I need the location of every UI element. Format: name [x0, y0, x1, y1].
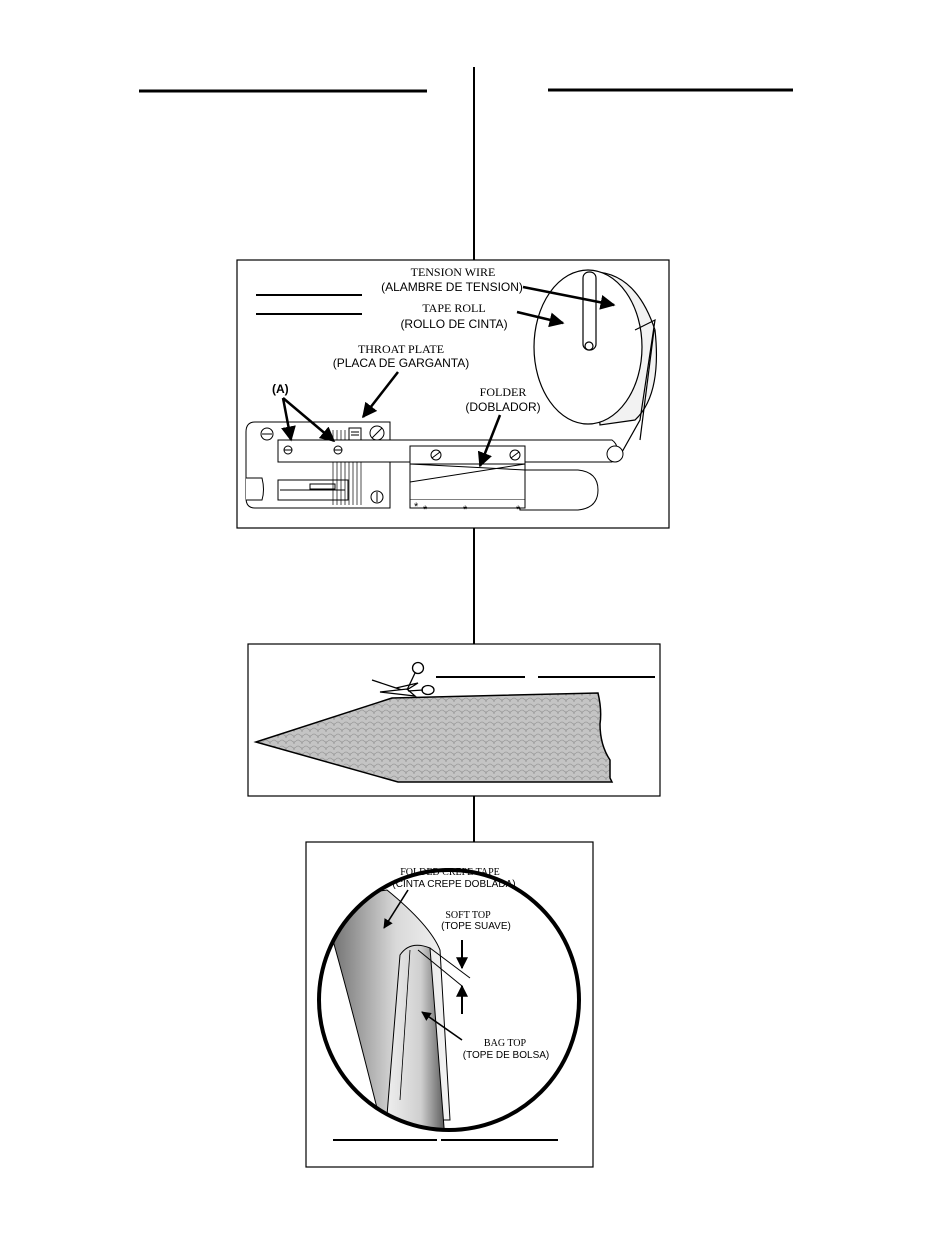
label-throat-plate-es: (PLACA DE GARGANTA)	[332, 356, 470, 370]
svg-text:*: *	[414, 501, 419, 513]
label-bag-top-es: (TOPE DE BOLSA)	[462, 1050, 550, 1061]
label-tape-roll-en: TAPE ROLL	[422, 301, 486, 315]
label-tension-wire-en: TENSION WIRE	[410, 265, 496, 279]
svg-text:*: *	[516, 504, 521, 516]
label-folded-crepe-es: (CINTA CREPE DOBLADA)	[392, 879, 516, 890]
label-folder-en: FOLDER	[479, 385, 527, 399]
label-tape-roll-es: (ROLLO DE CINTA)	[400, 317, 508, 331]
label-throat-plate-en: THROAT PLATE	[357, 342, 445, 356]
figure-folder-attachment	[237, 260, 669, 528]
label-tension-wire-es: (ALAMBRE DE TENSION)	[381, 280, 523, 294]
label-bag-top-en: BAG TOP	[483, 1038, 527, 1049]
label-soft-top-es: (TOPE SUAVE)	[441, 921, 511, 932]
label-a: (A)	[272, 382, 289, 396]
label-folder-es: (DOBLADOR)	[465, 400, 541, 414]
svg-text:*: *	[463, 504, 468, 516]
label-soft-top-en: SOFT TOP	[445, 910, 491, 921]
throat-plate	[246, 422, 390, 508]
label-folded-crepe-en: FOLDED CREPE TAPE	[400, 867, 500, 878]
svg-text:*: *	[423, 504, 428, 516]
figure-cut-crepe-tape	[248, 644, 660, 796]
figure-folded-tape-detail	[300, 842, 600, 1167]
